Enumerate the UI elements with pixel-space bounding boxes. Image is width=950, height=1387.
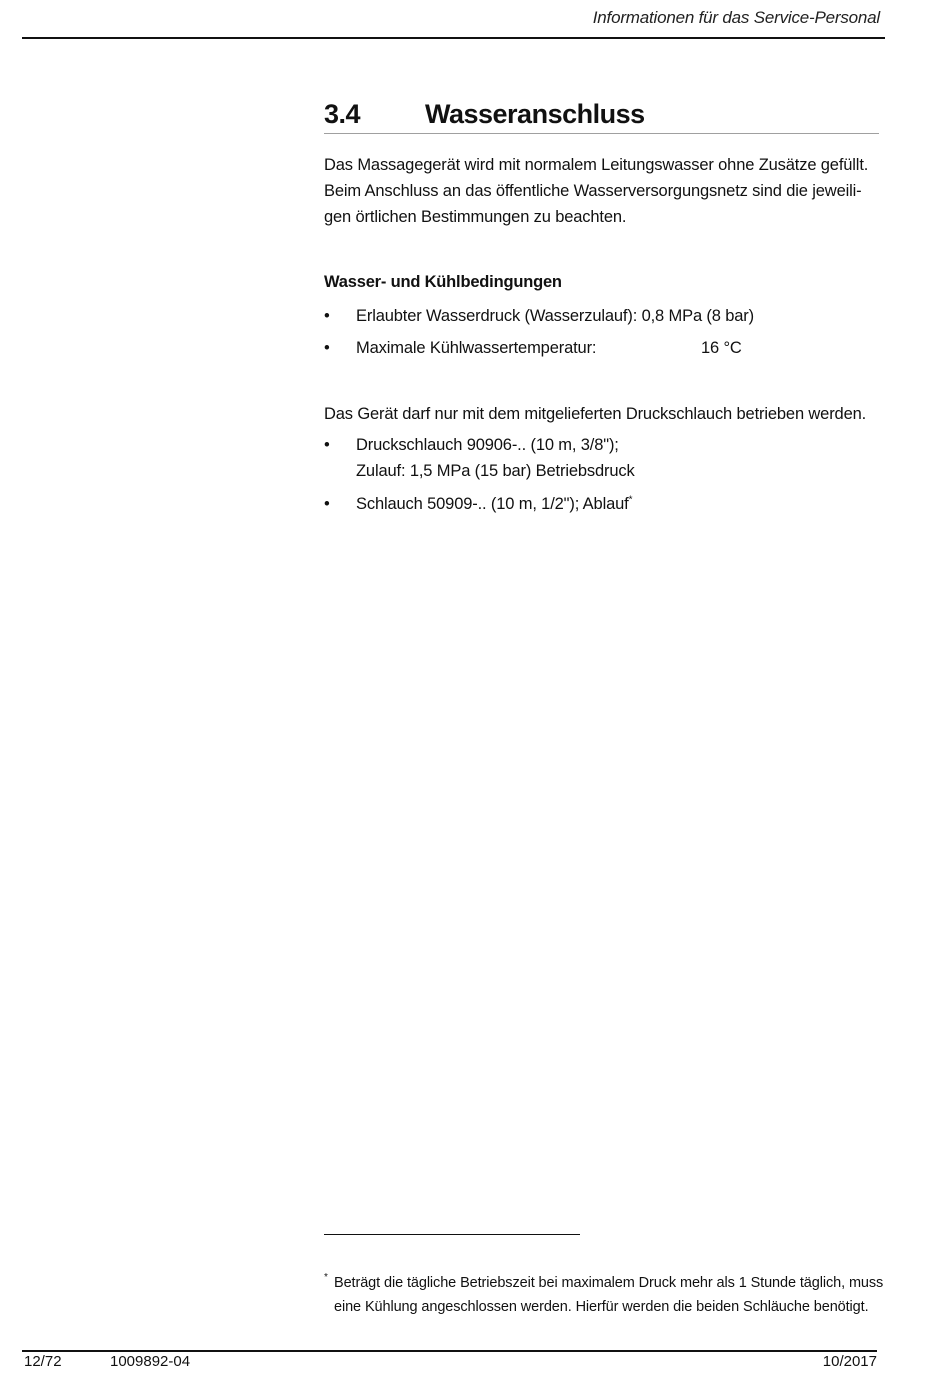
page-number: 12/72 xyxy=(24,1353,62,1370)
intro-paragraph: Das Massagegerät wird mit normalem Leitungswasser ohne Zusätze gefüllt. Beim Anschluss an das öffentliche Wasserversorgungsnetz sind die jeweili-gen örtlichen Bestimmungen zu beachten. xyxy=(324,156,869,226)
list-item-value: 16 °C xyxy=(701,339,742,357)
conditions-heading: Wasser- und Kühlbedingungen xyxy=(324,273,562,291)
bullet-icon: • xyxy=(324,339,330,357)
footnote-reference[interactable]: * xyxy=(628,494,633,506)
footnote xyxy=(324,1272,884,1319)
hose-paragraph: Das Gerät darf nur mit dem mitgelieferten Druckschlauch betrieben werden. xyxy=(324,405,867,423)
bullet-icon: • xyxy=(324,307,330,325)
document-number: 1009892-04 xyxy=(110,1353,191,1370)
list-item-text xyxy=(356,491,632,517)
list-item-line: Zulauf: 1,5 MPa (15 bar) Betriebsdruck xyxy=(356,462,635,480)
list-item-text: Maximale Kühlwassertemperatur: xyxy=(356,339,597,357)
bullet-icon: • xyxy=(324,495,330,513)
header-rule xyxy=(22,37,885,39)
list-item-text: Erlaubter Wasserdruck (Wasserzulauf): 0,8 MPa (8 bar) xyxy=(356,307,754,325)
running-header: Informationen für das Service-Personal xyxy=(592,8,880,27)
section-title: Wasseranschluss xyxy=(425,99,645,129)
list-item-text xyxy=(356,432,635,484)
section-number: 3.4 xyxy=(324,99,361,129)
footnote-rule xyxy=(324,1234,580,1235)
section-heading xyxy=(324,97,879,134)
document-date: 10/2017 xyxy=(822,1353,877,1370)
footer-rule xyxy=(22,1350,877,1352)
footnote-text: Beträgt die tägliche Betriebszeit bei maximalem Druck mehr als 1 Stunde täglich, muss eine Kühlung angeschlossen werden. Hierfür werden die beiden Schläuche benötigt. xyxy=(334,1275,884,1315)
list-item-line: Druckschlauch 90906-.. (10 m, 3/8"); xyxy=(356,436,619,454)
list-item-line: Schlauch 50909-.. (10 m, 1/2"); Ablauf xyxy=(356,495,629,513)
footnote-mark: * xyxy=(324,1272,328,1283)
bullet-icon: • xyxy=(324,436,330,454)
